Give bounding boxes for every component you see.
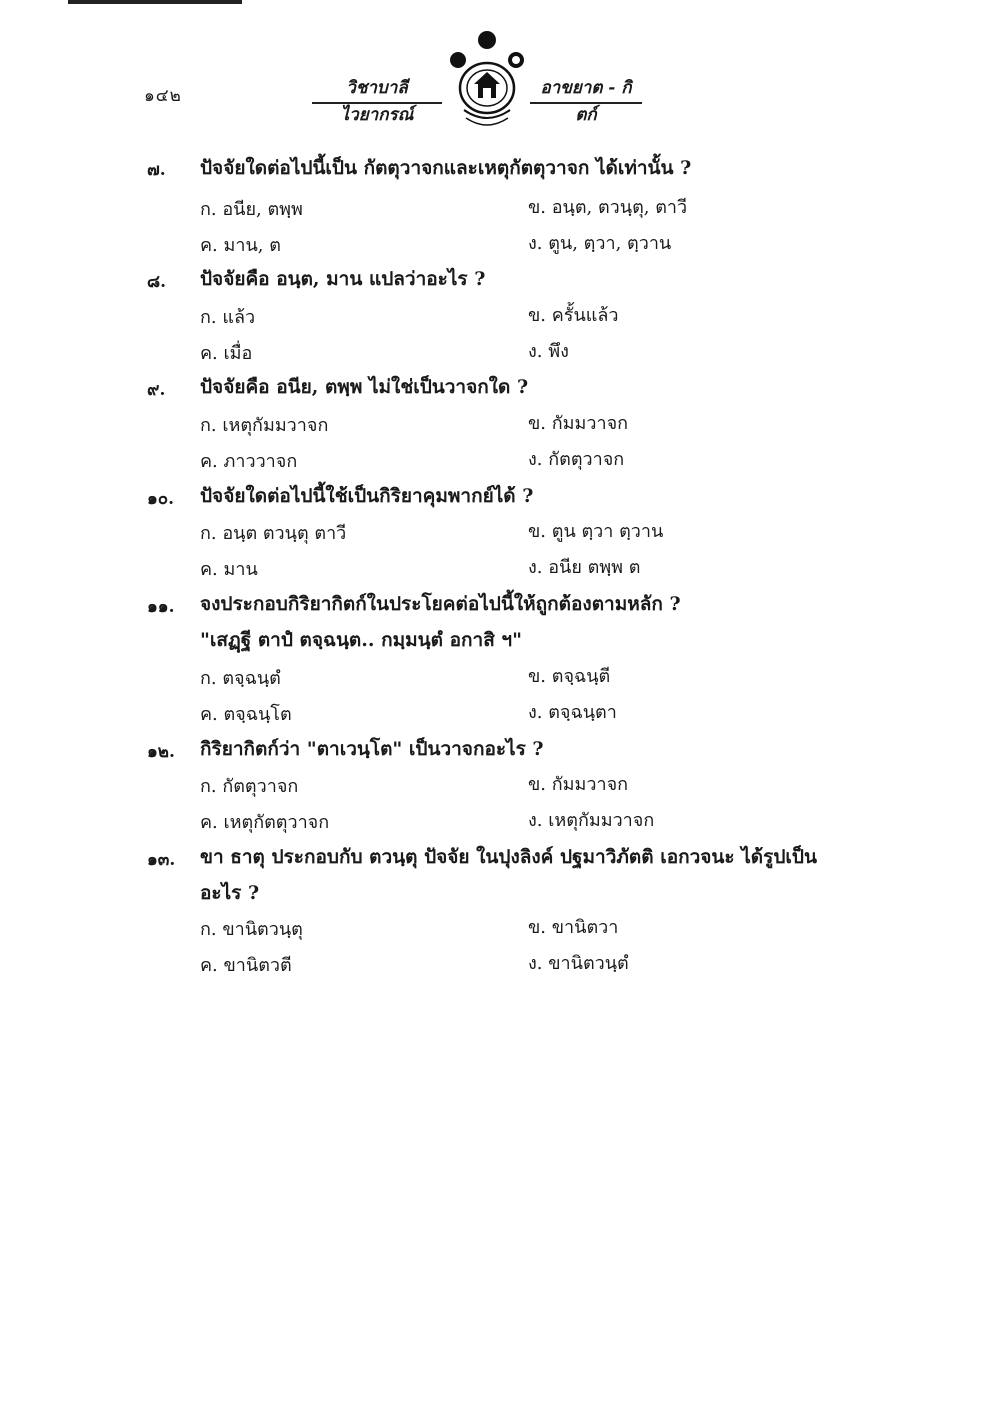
option-c: ค. เหตุกัตตุวาจก <box>200 812 330 833</box>
option-d: ง. ตจฺฉนฺตา <box>528 702 617 723</box>
option-b: ข. ขานิตวา <box>528 917 619 938</box>
series-underline <box>530 102 642 104</box>
subject-underline <box>312 102 442 104</box>
question-number: ๗. <box>147 160 166 180</box>
quoted-sentence: "เสฏฺฐี ตาปํ ตจฺฉนฺต.. กมฺมนฺตํ อกาสิ ฯ" <box>200 629 522 651</box>
option-d: ง. เหตุกัมมวาจก <box>528 810 655 831</box>
option-b: ข. กัมมวาจก <box>528 413 629 434</box>
option-d: ง. ตูน, ตฺวา, ตฺวาน <box>528 233 672 254</box>
institution-emblem-icon <box>444 26 530 134</box>
option-a: ก. เหตุกัมมวาจก <box>200 415 329 436</box>
question-number: ๑๐. <box>147 489 175 509</box>
option-a: ก. แล้ว <box>200 307 256 328</box>
option-a: ก. ขานิตวนฺตุ <box>200 919 303 940</box>
question-text: กิริยากิตก์ว่า "ตาเวนฺโต" เป็นวาจกอะไร ? <box>200 738 544 760</box>
option-c: ค. ภาววาจก <box>200 451 298 472</box>
option-c: ค. ขานิตวตี <box>200 955 292 976</box>
option-a: ก. อนีย, ตพฺพ <box>200 199 303 220</box>
question-number: ๑๑. <box>147 597 175 617</box>
page-header <box>0 26 1000 136</box>
question-text: จงประกอบกิริยากิตก์ในประโยคต่อไปนี้ให้ถูกต้องตามหลัก ? <box>200 593 681 615</box>
question-number: ๑๓. <box>147 850 176 870</box>
question-text: ปัจจัยคือ อนฺต, มาน แปลว่าอะไร ? <box>200 268 486 290</box>
option-b: ข. กัมมวาจก <box>528 774 629 795</box>
option-d: ง. ขานิตวนฺตํ <box>528 953 629 974</box>
option-a: ก. อนฺต ตวนฺตุ ตาวี <box>200 523 347 544</box>
option-d: ง. อนีย ตพฺพ ต <box>528 557 641 578</box>
question-text: ขา ธาตุ ประกอบกับ ตวนฺตุ ปัจจัย ในปุงลิงค์ ปฐมาวิภัตติ เอกวจนะ ได้รูปเป็น <box>200 846 817 868</box>
option-c: ค. มาน <box>200 559 258 580</box>
option-a: ก. กัตตุวาจก <box>200 776 299 797</box>
option-c: ค. มาน, ต <box>200 235 281 256</box>
option-b: ข. ตจฺฉนฺตี <box>528 666 611 687</box>
question-number: ๘. <box>147 272 167 292</box>
question-text: ปัจจัยใดต่อไปนี้ใช้เป็นกิริยาคุมพากย์ได้ ? <box>200 485 534 507</box>
question-number: ๙. <box>147 380 166 400</box>
option-c: ค. ตจฺฉนฺโต <box>200 704 292 725</box>
option-d: ง. กัตตุวาจก <box>528 449 625 470</box>
top-border-rule <box>68 0 242 4</box>
question-number: ๑๒. <box>147 742 175 762</box>
option-a: ก. ตจฺฉนฺตํ <box>200 668 281 689</box>
page-number: ๑๔๒ <box>144 86 182 106</box>
question-text: ปัจจัยคือ อนีย, ตพฺพ ไม่ใช่เป็นวาจกใด ? <box>200 376 529 398</box>
question-text: ปัจจัยใดต่อไปนี้เป็น กัตตุวาจกและเหตุกัตตุวาจก ได้เท่านั้น ? <box>200 157 692 179</box>
option-d: ง. พึง <box>528 341 569 362</box>
option-b: ข. ครั้นแล้ว <box>528 305 619 326</box>
series-title: อาขยาต - กิตก์ <box>540 78 632 125</box>
question-text-continued: อะไร ? <box>200 882 260 904</box>
option-b: ข. อนฺต, ตวนฺตุ, ตาวี <box>528 197 688 218</box>
subject-title: วิชาบาลีไวยากรณ์ <box>340 78 414 125</box>
option-b: ข. ตูน ตฺวา ตฺวาน <box>528 521 664 542</box>
option-c: ค. เมื่อ <box>200 343 253 364</box>
